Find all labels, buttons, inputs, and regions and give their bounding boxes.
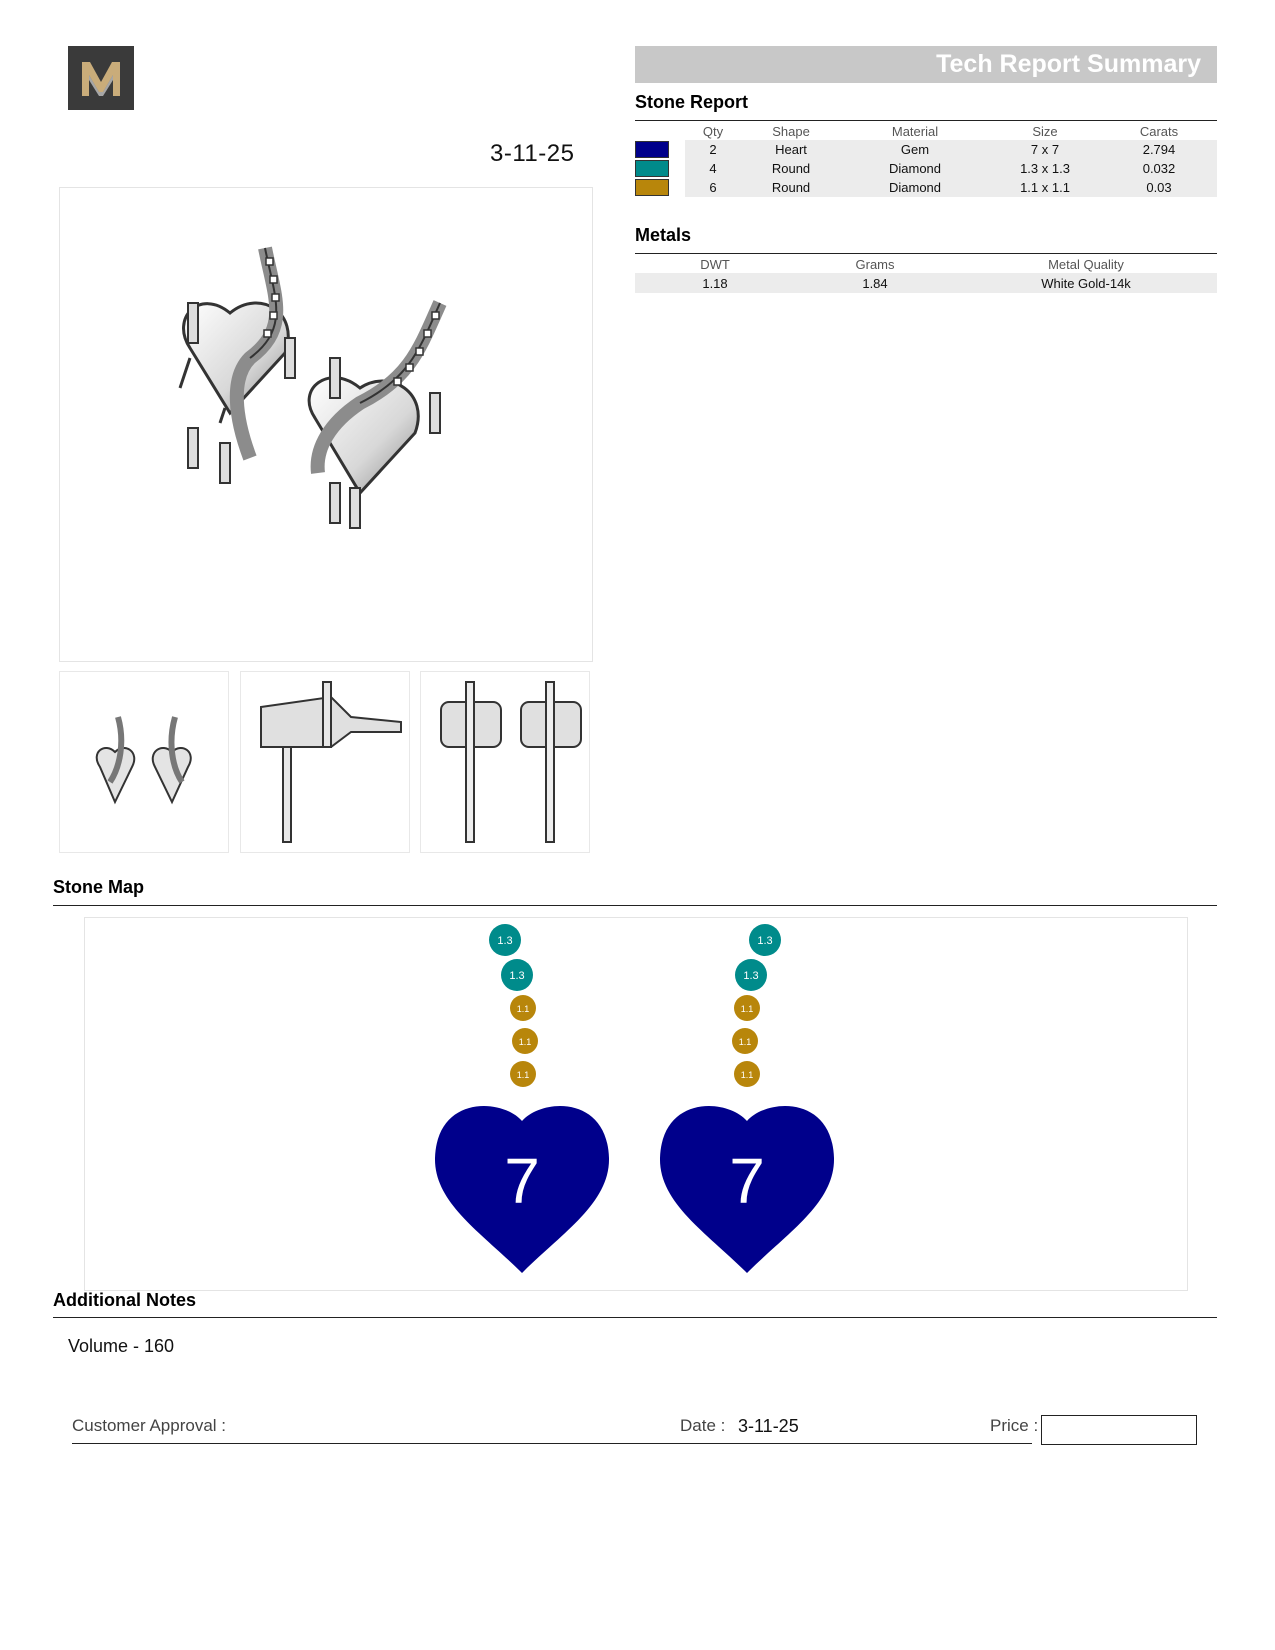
thumbnail-back-view[interactable]: [420, 671, 590, 853]
metals-table-header: [635, 255, 1217, 273]
column-header: Qty: [702, 123, 724, 139]
stone-table-header: [635, 122, 1217, 140]
material-cell: Gem: [841, 140, 989, 159]
thumbnail-side-view[interactable]: [240, 671, 410, 853]
column-header: Material: [891, 123, 939, 139]
price-label: Price :: [990, 1416, 1039, 1435]
company-logo: [68, 46, 134, 110]
additional-notes-title: Additional Notes: [53, 1290, 196, 1310]
report-header-bar: [635, 46, 1217, 83]
stone-map-heart-label: 7: [729, 1145, 765, 1217]
metals-title: Metals: [635, 225, 692, 245]
grams-cell: 1.84: [795, 273, 955, 293]
approval-date-value: 3-11-25: [738, 1416, 799, 1436]
stone-color-swatch: [635, 141, 669, 158]
size-cell: 1.1 x 1.1: [989, 178, 1101, 197]
customer-approval-label: Customer Approval :: [72, 1416, 227, 1435]
table-row: [635, 140, 1217, 159]
stone-map-stone-label: 1.1: [740, 1004, 754, 1014]
main-product-render: [59, 187, 593, 662]
stone-map-stone-label: 1.3: [757, 935, 773, 947]
document-date: 3-11-25: [490, 140, 575, 167]
stone-map-stone-label: 1.1: [740, 1070, 754, 1080]
table-row: [635, 178, 1217, 197]
metal-quality-cell: White Gold-14k: [955, 273, 1217, 293]
stone-map-panel: [84, 917, 1188, 1291]
earrings-render-image: [60, 188, 592, 661]
column-header: Grams: [855, 256, 895, 272]
column-header: Metal Quality: [1048, 256, 1124, 272]
column-header: Shape: [772, 123, 810, 139]
material-cell: Diamond: [841, 159, 989, 178]
metals-divider: [635, 253, 1217, 254]
metals-table: [635, 255, 1217, 293]
carats-cell: 0.032: [1101, 159, 1217, 178]
stone-map-heart-label: 7: [504, 1145, 540, 1217]
date-label: Date :: [680, 1416, 726, 1435]
size-cell: 7 x 7: [989, 140, 1101, 159]
stone-color-swatch: [635, 179, 669, 196]
additional-notes-divider: [53, 1317, 1217, 1318]
column-header: Carats: [1139, 123, 1179, 139]
column-header: Size: [1032, 123, 1058, 139]
stone-map-title: Stone Map: [53, 877, 145, 897]
column-header: DWT: [700, 256, 730, 272]
stone-report-title: Stone Report: [635, 92, 749, 112]
stone-report-divider: [635, 120, 1217, 121]
notes-text: Volume - 160: [68, 1336, 175, 1356]
carats-cell: 2.794: [1101, 140, 1217, 159]
stone-map-stone-label: 1.1: [518, 1037, 532, 1047]
size-cell: 1.3 x 1.3: [989, 159, 1101, 178]
stone-map-stone-label: 1.3: [497, 935, 513, 947]
stone-color-swatch: [635, 160, 669, 177]
table-row: [635, 159, 1217, 178]
qty-cell: 2: [685, 140, 741, 159]
report-title: Tech Report Summary: [936, 50, 1201, 78]
table-row: [635, 273, 1217, 293]
front-view-image: [60, 672, 228, 852]
stone-map-stone-label: 1.3: [743, 970, 759, 982]
stone-map-divider: [53, 905, 1217, 906]
shape-cell: Round: [741, 178, 841, 197]
stone-report-table: [635, 122, 1217, 197]
qty-cell: 6: [685, 178, 741, 197]
dwt-cell: 1.18: [635, 273, 795, 293]
stone-map-stone-label: 1.1: [738, 1037, 752, 1047]
price-input[interactable]: [1041, 1415, 1197, 1445]
stone-map-stone-label: 1.1: [516, 1070, 530, 1080]
material-cell: Diamond: [841, 178, 989, 197]
shape-cell: Round: [741, 159, 841, 178]
qty-cell: 4: [685, 159, 741, 178]
swatch-column-header: [635, 122, 685, 140]
stone-map-stone-label: 1.3: [509, 970, 525, 982]
approval-signature-line[interactable]: [72, 1443, 1032, 1444]
stone-map-diagram: [85, 918, 1187, 1290]
side-view-image: [241, 672, 409, 852]
thumbnail-front-view[interactable]: [59, 671, 229, 853]
carats-cell: 0.03: [1101, 178, 1217, 197]
back-view-image: [421, 672, 589, 852]
logo-m-icon: [68, 46, 134, 110]
shape-cell: Heart: [741, 140, 841, 159]
stone-map-stone-label: 1.1: [516, 1004, 530, 1014]
